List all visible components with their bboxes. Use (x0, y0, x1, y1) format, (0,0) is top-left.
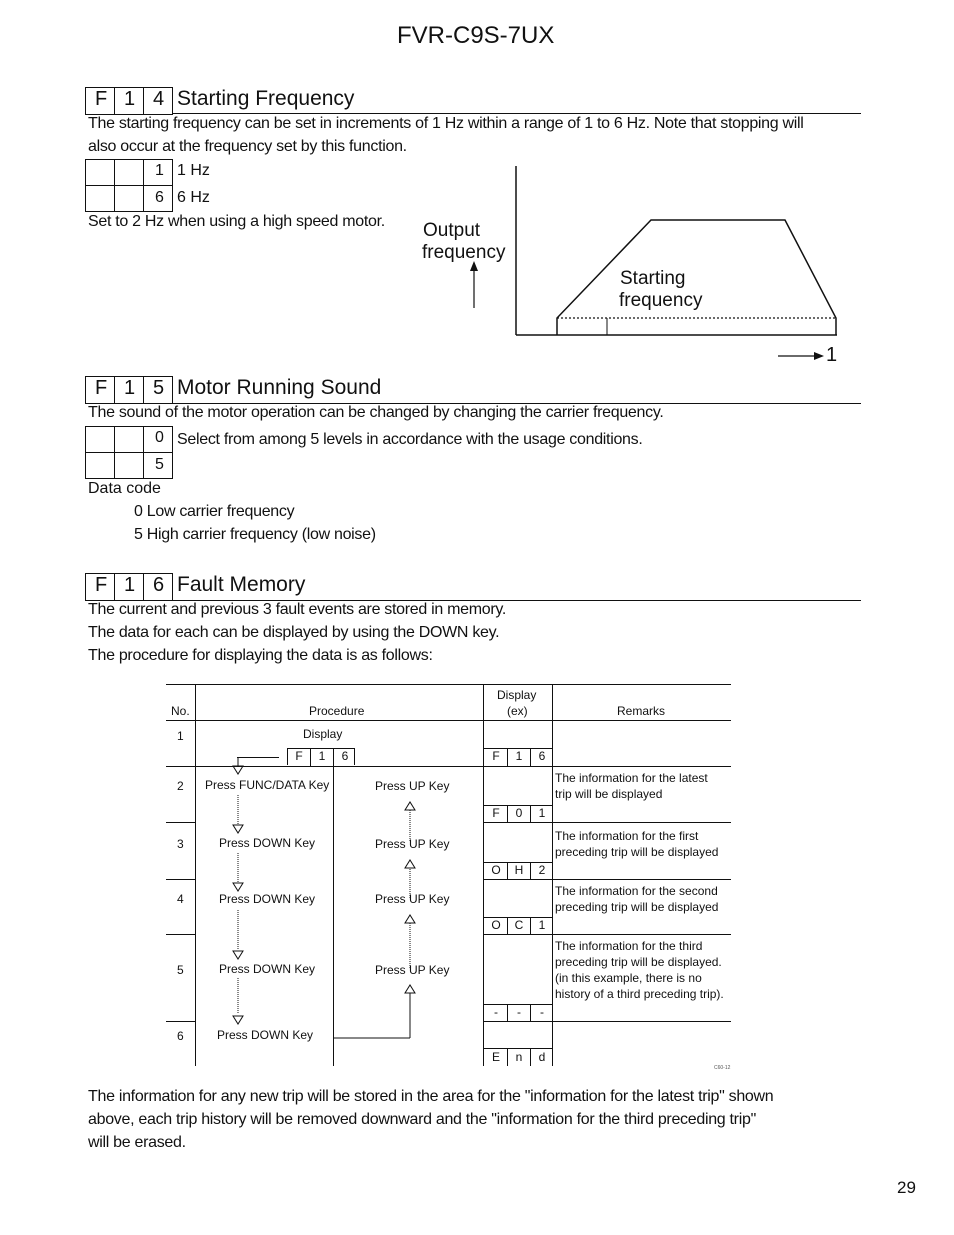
f14-note: Set to 2 Hz when using a high speed motor. (88, 213, 385, 230)
row-no-6: 6 (177, 1029, 184, 1043)
f16-code-1: F (95, 574, 108, 596)
procedure-flow-arrows (196, 720, 483, 1066)
row1-display-digit-3: 6 (538, 749, 546, 763)
row4-remarks-1: The information for the second (555, 884, 718, 898)
graph-annot-line1: Starting (620, 268, 686, 289)
page-number: 29 (897, 1178, 916, 1197)
f15-code-3: 5 (153, 377, 165, 399)
f14-desc-line1: The starting frequency can be set in increments of 1 Hz within a range of 1 to 6 Hz. Note that stopping will (88, 115, 804, 132)
row5-display-digit-2: - (517, 1005, 521, 1019)
header-remarks: Remarks (617, 704, 666, 718)
header-no: No. (171, 704, 190, 718)
row-no-4: 4 (177, 892, 184, 906)
graph-ylabel-line1: Output (423, 220, 481, 241)
f15-code-0: 0 Low carrier frequency (134, 503, 295, 520)
f15-code-1: F (95, 377, 108, 399)
f15-code-2: 1 (124, 377, 136, 399)
row-no-3: 3 (177, 837, 184, 851)
row5-remarks-2: preceding trip will be displayed. (555, 955, 722, 969)
row1-proc-digit-1: F (295, 749, 303, 763)
f14-code-1: F (95, 88, 108, 110)
f16-footer-1: The information for any new trip will be stored in the area for the "information for the latest trip" shown (88, 1088, 774, 1105)
f15-range-max: 5 (155, 456, 164, 473)
row1-display-digit-2: 1 (515, 749, 523, 763)
row3-right-action: Press UP Key (375, 837, 450, 851)
f14-range-min-value: 1 (155, 162, 164, 179)
f14-range-max-value: 6 (155, 189, 164, 206)
graph-ylabel-line2: frequency (422, 242, 506, 263)
f14-code-2: 1 (124, 88, 136, 110)
f14-title: Starting Frequency (177, 87, 355, 110)
row1-display-label: Display (303, 727, 343, 741)
f14-desc-line2: also occur at the frequency set by this function. (88, 138, 407, 155)
row1-display-digit-1: F (492, 749, 500, 763)
header-display-l2: (ex) (507, 704, 528, 718)
row6-display-digit-1: E (491, 1050, 500, 1064)
row6-display-digit-3: d (538, 1050, 546, 1064)
row-no-5: 5 (177, 963, 184, 977)
f16-desc-2: The data for each can be displayed by using the DOWN key. (88, 624, 500, 641)
table-tag: C60-12 (714, 1065, 731, 1071)
row5-display-digit-1: - (494, 1005, 498, 1019)
row5-display-digit-3: - (540, 1005, 544, 1019)
f15-code-5: 5 High carrier frequency (low noise) (134, 526, 376, 543)
row5-remarks-3: (in this example, there is no (555, 971, 702, 985)
row4-display-digit-2: C (514, 918, 524, 932)
row2-display-digit-3: 1 (538, 806, 546, 820)
row2-remarks-2: trip will be displayed (555, 787, 663, 801)
f16-desc-3: The procedure for displaying the data is as follows: (88, 647, 433, 664)
header-display-l1: Display (497, 688, 537, 702)
f16-footer-3: will be erased. (88, 1134, 186, 1151)
row2-left-action: Press FUNC/DATA Key (205, 778, 330, 792)
row3-display-digit-2: H (514, 863, 524, 877)
f15-desc: The sound of the motor operation can be changed by changing the carrier frequency. (88, 404, 664, 421)
row5-left-action: Press DOWN Key (219, 962, 316, 976)
f16-title: Fault Memory (177, 573, 306, 596)
row-no-2: 2 (177, 779, 184, 793)
f14-range-min-label: 1 Hz (177, 162, 210, 179)
row1-proc-digit-3: 6 (341, 749, 349, 763)
row6-left-action: Press DOWN Key (217, 1028, 314, 1042)
row3-remarks-2: preceding trip will be displayed (555, 845, 719, 859)
row3-left-action: Press DOWN Key (219, 836, 316, 850)
f14-range-max-label: 6 Hz (177, 189, 210, 206)
row4-remarks-2: preceding trip will be displayed (555, 900, 719, 914)
row6-display-digit-2: n (515, 1050, 523, 1064)
row2-display-digit-2: 0 (515, 806, 523, 820)
f15-range-note: Select from among 5 levels in accordance with the usage conditions. (177, 431, 643, 448)
row5-right-action: Press UP Key (375, 963, 450, 977)
row1-proc-digit-2: 1 (318, 749, 326, 763)
f15-range-min: 0 (155, 429, 164, 446)
row4-right-action: Press UP Key (375, 892, 450, 906)
row3-display-digit-3: 2 (538, 863, 546, 877)
row3-display-digit-1: O (491, 863, 501, 877)
page-title: FVR-C9S-7UX (397, 22, 555, 49)
row2-remarks-1: The information for the latest (555, 771, 708, 785)
row5-remarks-1: The information for the third (555, 939, 703, 953)
row2-right-action: Press UP Key (375, 779, 450, 793)
graph-xlabel: 1 (826, 344, 838, 366)
row4-display-digit-1: O (491, 918, 501, 932)
row2-display-digit-1: F (492, 806, 500, 820)
f15-data-code-label: Data code (88, 480, 161, 497)
f16-desc-1: The current and previous 3 fault events are stored in memory. (88, 601, 507, 618)
graph-right-arrow-head (814, 352, 824, 360)
f16-code-2: 1 (124, 574, 136, 596)
header-procedure: Procedure (309, 704, 365, 718)
f16-footer-2: above, each trip history will be removed downward and the "information for the third preceding trip" (88, 1111, 756, 1128)
row-no-1: 1 (177, 729, 184, 743)
graph-annot-line2: frequency (619, 290, 703, 311)
f16-code-3: 6 (153, 574, 165, 596)
row3-remarks-1: The information for the first (555, 829, 699, 843)
row4-left-action: Press DOWN Key (219, 892, 316, 906)
f15-title: Motor Running Sound (177, 376, 382, 399)
row4-display-digit-3: 1 (538, 918, 546, 932)
row5-remarks-4: history of a third preceding trip). (555, 987, 724, 1001)
f14-code-3: 4 (153, 88, 165, 110)
